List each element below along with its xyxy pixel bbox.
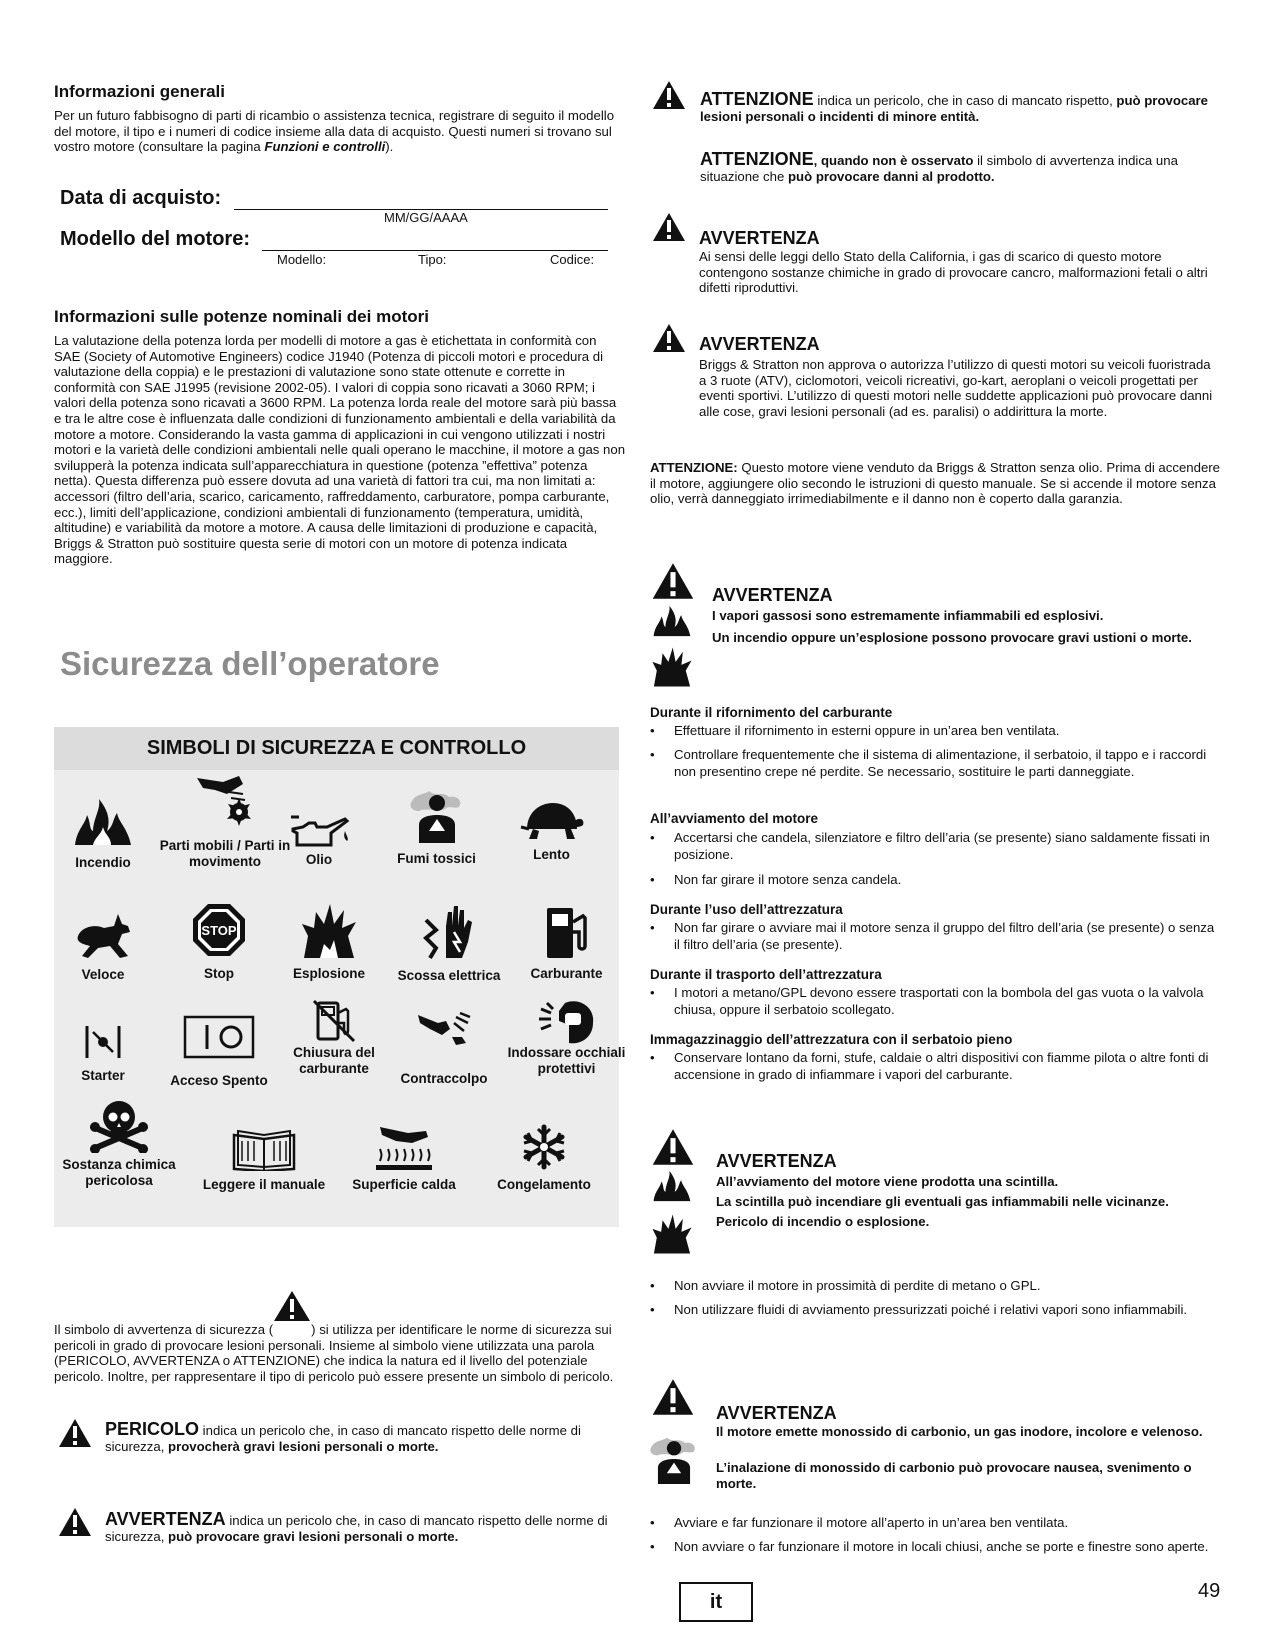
list-item: • Non avviare o far funzionare il motore in locali chiusi, anche se porte e finestre sono aperte.	[650, 1539, 1209, 1554]
symbol-explosion: Esplosione	[279, 902, 379, 960]
fuel-shutoff-icon	[312, 999, 356, 1043]
symbol-frostbite: Congelamento	[479, 1123, 609, 1171]
language-tab: it	[679, 1582, 753, 1622]
spark-warning-explosion-icon	[651, 1212, 693, 1256]
operating-title: Durante l’uso dell’attrezzatura	[650, 902, 843, 917]
fuel-warning-alert-icon	[651, 562, 695, 600]
explosion-icon	[300, 902, 358, 960]
engine-model-field[interactable]	[262, 229, 608, 251]
list-item: • Conservare lontano da forni, stufe, caldaie o altri dispositivi con fiamme pilota o altre fonti di accensione in grado di infiammare i vapori del carburante.	[650, 1050, 1209, 1082]
fuel-warning-line2: Un incendio oppure un’esplosione possono provocare gravi ustioni o morte.	[712, 630, 1192, 645]
snowflake-icon	[520, 1123, 568, 1171]
symbols-title: SIMBOLI DI SICUREZZA E CONTROLLO	[54, 727, 619, 770]
choke-icon	[83, 1022, 123, 1062]
symbol-oil: Olio	[279, 815, 359, 849]
general-info-title: Informazioni generali	[54, 82, 225, 101]
symbol-fuel: Carburante	[514, 902, 619, 960]
california-alert-icon	[652, 212, 686, 242]
co-warning-line1: Il motore emette monossido di carbonio, un gas inodore, incolore e velenoso.	[716, 1424, 1203, 1439]
symbol-read-manual: Leggere il manuale	[194, 1127, 334, 1171]
spark-warning-fire-icon	[651, 1168, 693, 1204]
caution-definition: ATTENZIONE indica un pericolo, che in caso di mancato rispetto, può provocare lesioni personali o incidenti di minore entità.	[700, 89, 1209, 124]
transport-title: Durante il trasporto dell’attrezzatura	[650, 967, 882, 982]
danger-definition: PERICOLO indica un pericolo che, in caso di mancato rispetto delle norme di sicurezza, provocherà gravi lesioni personali o morte.	[105, 1419, 581, 1454]
refueling-title: Durante il rifornimento del carburante	[650, 705, 893, 720]
toxic-fumes-icon	[409, 787, 465, 843]
list-item: • I motori a metano/GPL devono essere trasportati con la bombola del gas vuota o la valvola chiusa, oppure il serbatoio scollegato.	[650, 985, 1204, 1017]
stop-sign-icon	[191, 902, 247, 958]
page-number: 49	[1198, 1580, 1221, 1602]
manual-icon	[232, 1127, 296, 1171]
alert-symbol-intro: Il simbolo di avvertenza di sicurezza ( ) si utilizza per identificare le norme di sicurezza sui pericoli in grado di provocare lesioni personali. Insieme al simbolo viene utilizzata una parola (PERICOLO, AVVERTENZA o ATTENZIONE) che indica la natura ed il livello del potenziale pericolo. Inoltre, per rappresentare il tipo di pericolo può essere presente un simbolo di pericolo.	[54, 1304, 626, 1384]
starting-title: All’avviamento del motore	[650, 811, 819, 826]
spark-warning-title: AVVERTENZA	[716, 1151, 837, 1171]
warning-definition: AVVERTENZA indica un pericolo che, in caso di mancato rispetto delle norme di sicurezza, può provocare gravi lesioni personali o morte.	[105, 1509, 608, 1544]
fuel-warning-fire-icon	[651, 603, 693, 639]
oil-can-icon	[287, 815, 351, 849]
symbol-stop: STOP Stop	[169, 902, 269, 958]
symbol-fast: Veloce	[58, 912, 148, 960]
symbol-on-off: Acceso Spento	[159, 1015, 279, 1059]
symbols-panel	[54, 727, 626, 1227]
vehicles-warning-text: Briggs & Stratton non approva o autorizza l’utilizzo di questi motori su veicoli fuoristrada a 3 ruote (ATV), ciclomotori, veicoli ricreativi, go-kart, aeroplani o veicoli progettati per eventi sportivi. L’utilizzo di questi motori nelle suddette applicazioni può provocare danni alle cose, gravi lesioni personali (ad es. paralisi) o addirittura la morte.	[699, 357, 1213, 419]
co-warning-alert-icon	[651, 1378, 695, 1416]
caution-product-definition: ATTENZIONE, quando non è osservato il simbolo di avvertenza indica una situazione che può provocare danni al prodotto.	[700, 149, 1178, 184]
co-warning-fumes-icon	[649, 1434, 699, 1484]
symbol-electric-shock: Scossa elettrica	[384, 902, 514, 960]
symbol-eye-protection: Indossare occhiali protettivi	[504, 997, 629, 1045]
hot-surface-icon	[374, 1123, 434, 1173]
symbol-hazardous-chemical: Sostanza chimica pericolosa	[54, 1097, 184, 1153]
warning-alert-icon-wrap	[58, 1507, 92, 1542]
list-item: • Non far girare il motore senza candela.	[650, 872, 902, 887]
date-format-hint: MM/GG/AAAA	[384, 210, 468, 225]
co-warning-line2: L’inalazione di monossido di carbonio può provocare nausea, svenimento o morte.	[716, 1460, 1192, 1491]
safety-alert-icon	[273, 1290, 311, 1322]
caution-alert-icon	[652, 80, 686, 110]
purchase-date-field[interactable]	[234, 188, 608, 210]
spark-warning-line2: La scintilla può incendiare gli eventuali gas infiammabili nelle vicinanze.	[716, 1194, 1169, 1209]
on-off-icon	[183, 1015, 255, 1059]
symbol-fuel-shutoff: Chiusura del carburante	[279, 999, 389, 1043]
code-hint: Codice:	[550, 252, 595, 267]
model-hint: Modello:	[277, 252, 327, 267]
symbol-hot-surface: Superficie calda	[344, 1123, 464, 1173]
spark-warning-line1: All’avviamento del motore viene prodotta una scintilla.	[716, 1174, 1059, 1189]
spark-warning-alert-icon	[651, 1128, 695, 1166]
symbol-toxic-fumes: Fumi tossici	[379, 787, 494, 843]
moving-parts-icon	[195, 772, 255, 830]
kickback-icon	[416, 1009, 472, 1047]
list-item: • Accertarsi che candela, silenziatore e filtro dell’aria (se presente) siano saldamente fissati in posizione.	[650, 830, 1210, 862]
svg-text:STOP: STOP	[201, 923, 237, 938]
california-warning-title: AVVERTENZA	[699, 228, 820, 248]
general-info-text: Per un futuro fabbisogno di parti di ricambio o assistenza tecnica, registrare di seguito il modello del motore, il tipo e i numeri di codice insieme alla data di acquisto. Questi numeri si trovano sul vostro motore (consultare la pagina Funzioni e controlli).	[54, 108, 615, 155]
co-warning-title: AVVERTENZA	[716, 1403, 837, 1423]
warning-alert-icon	[58, 1507, 92, 1537]
oil-notice: ATTENZIONE: Questo motore viene venduto da Briggs & Stratton senza olio. Prima di accendere il motore, aggiungere olio secondo le istruzioni di questo manuale. Se si accende il motore senza olio, verrà danneggiato irrimediabilmente e il danno non è coperto dalla garanzia.	[650, 460, 1221, 507]
skull-icon	[89, 1097, 149, 1153]
electric-shock-icon	[420, 902, 478, 960]
symbol-choke: Starter	[58, 1022, 148, 1062]
symbol-fire: Incendio	[58, 797, 148, 847]
fuel-warning-title: AVVERTENZA	[712, 585, 833, 605]
list-item: • Non utilizzare fluidi di avviamento pressurizzati poiché i relativi vapori sono infiammabili.	[650, 1302, 1188, 1317]
list-item: • Controllare frequentemente che il sistema di alimentazione, il serbatoio, il tappo e i raccordi non presentino crepe né perdite. Se necessario, sostituire le parti danneggiate.	[650, 747, 1207, 779]
engine-model-label: Modello del motore:	[60, 228, 250, 250]
list-item: • Non far girare o avviare mai il motore senza il gruppo del filtro dell’aria (se presente) o senza il filtro dell’aria (se presente).	[650, 920, 1215, 952]
storage-title: Immagazzinaggio dell’attrezzatura con il serbatoio pieno	[650, 1032, 1013, 1047]
vehicles-warning-title: AVVERTENZA	[699, 334, 820, 354]
symbol-kickback: Contraccolpo	[384, 1009, 504, 1047]
purchase-date-label: Data di acquisto:	[60, 187, 222, 209]
danger-alert-icon	[58, 1418, 92, 1448]
symbol-moving-parts: Parti mobili / Parti in movimento	[150, 772, 300, 830]
fire-icon	[71, 797, 135, 847]
california-warning-text: Ai sensi delle leggi dello Stato della California, i gas di scarico di questo motore contengono sostanze chimiche in grado di provocare cancro, malformazioni fetali o altri difetti riproduttivi.	[699, 249, 1208, 296]
eye-protection-icon	[535, 997, 599, 1045]
vehicles-alert-icon	[652, 323, 686, 353]
list-item: • Effettuare il rifornimento in esterni oppure in un’area ben ventilata.	[650, 723, 1060, 738]
fuel-warning-explosion-icon	[651, 645, 693, 689]
rabbit-icon	[74, 912, 132, 960]
list-item: • Non avviare il motore in prossimità di perdite di metano o GPL.	[650, 1278, 1041, 1293]
fuel-warning-line1: I vapori gassosi sono estremamente infiammabili ed esplosivi.	[712, 608, 1104, 623]
power-ratings-text: La valutazione della potenza lorda per modelli di motore a gas è etichettata in conformità con SAE (Society of Automotive Engineers) codice J1940 (Potenza di piccoli motori e procedura di valutazione della coppia) e le prestazioni di valutazione sono state ottenute e corrette in conformità con SAE J1995 (revisione 2002-05). I valori di coppia sono ricavati a 3060 RPM; i valori della potenza sono ricavati a 3600 RPM. La potenza lorda reale del motore sarà più bassa e tra le altre cose è influenzata dalle condizioni di funzionamento ambientali e della variabilità da motore a motore. Considerando la vasta gamma di applicazioni in cui vengono utilizzati i nostri motori e la varietà delle condizioni ambientali nelle quali operano le macchine, il motore a gas non svilupperà la potenza indicata sull’apparecchiatura in questione (potenza ”effettiva” potenza netta). Questa differenza può essere dovuta ad una varietà di fattori tra cui, ma non limitati a: accessori (filtro dell’aria, scarico, caricamento, raffreddamento, carburatore, pompa carburante, ecc.), limiti dell’applicazione, condizioni ambientali di funzionamento (temperatura, umidità, altitudine) e variabilità da motore a motore. A causa delle limitazioni di produzione e capacità, Briggs & Stratton può sostituire questa serie di motori con un motore di potenza indicata maggiore.	[54, 333, 626, 567]
section-title: Sicurezza dell’operatore	[60, 645, 440, 682]
turtle-icon	[519, 799, 585, 841]
fuel-pump-icon	[541, 902, 593, 960]
symbol-slow: Lento	[504, 799, 599, 841]
type-hint: Tipo:	[418, 252, 447, 267]
power-ratings-title: Informazioni sulle potenze nominali dei motori	[54, 307, 429, 326]
spark-warning-line3: Pericolo di incendio o esplosione.	[716, 1214, 930, 1229]
list-item: • Avviare e far funzionare il motore all’aperto in un’area ben ventilata.	[650, 1515, 1069, 1530]
